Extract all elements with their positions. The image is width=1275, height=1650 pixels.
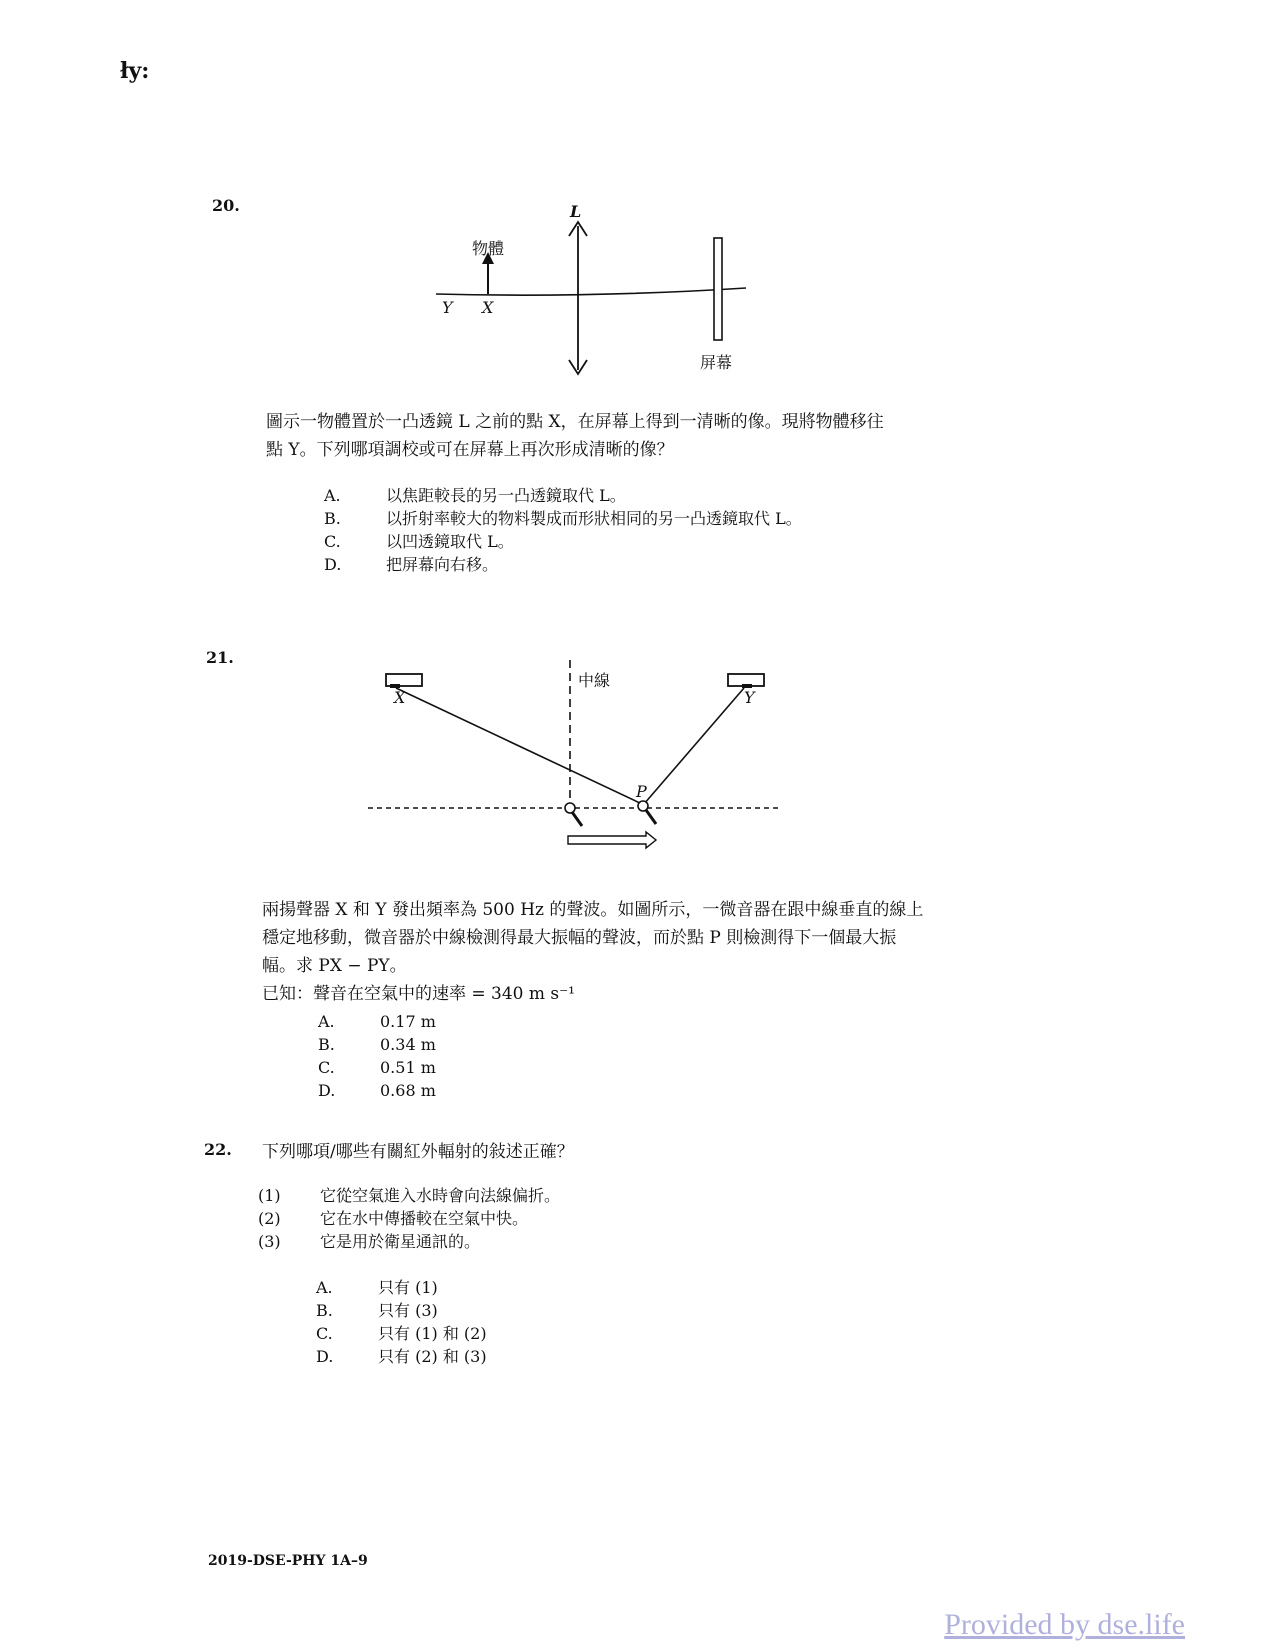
path-py: [644, 688, 744, 804]
microphone-at-p: [638, 801, 648, 811]
lens-label: L: [570, 202, 582, 221]
q21-interference-diagram: [360, 656, 790, 856]
q21-stem-line-1: 兩揚聲器 X 和 Y 發出頻率為 500 Hz 的聲波。如圖所示，一微音器在跟中線垂直的線上: [262, 900, 924, 920]
point-x-label: X: [482, 298, 494, 317]
option-b[interactable]: [316, 1299, 487, 1322]
option-text: 以折射率較大的物料製成而形狀相同的另一凸透鏡取代 L。: [386, 509, 802, 528]
question-21-options: [318, 1010, 436, 1102]
microphone-handle: [572, 812, 582, 826]
option-a[interactable]: [318, 1010, 436, 1033]
point-y-label: Y: [442, 298, 453, 317]
principal-axis: [436, 288, 746, 295]
option-c[interactable]: [324, 530, 802, 553]
option-label: A.: [318, 1012, 335, 1031]
option-a[interactable]: [316, 1276, 487, 1299]
option-text: 只有 (3): [378, 1301, 438, 1320]
option-label: A.: [324, 486, 341, 505]
option-label: B.: [324, 509, 341, 528]
q20-stem-line-1: 圖示一物體置於一凸透鏡 L 之前的點 X，在屏幕上得到一清晰的像。現將物體移往: [266, 412, 884, 432]
credit-link[interactable]: Provided by dse.life: [944, 1608, 1185, 1641]
option-label: D.: [324, 555, 342, 574]
point-p-label: P: [636, 782, 647, 801]
screen-label: 屏幕: [700, 353, 733, 372]
option-label: C.: [316, 1324, 333, 1343]
option-label: C.: [318, 1058, 335, 1077]
option-text: 0.68 m: [380, 1081, 436, 1100]
statement-text: 它是用於衛星通訊的。: [320, 1232, 481, 1251]
option-text: 以焦距較長的另一凸透鏡取代 L。: [386, 486, 626, 505]
question-21-number: 21.: [206, 648, 234, 667]
option-label: D.: [318, 1081, 336, 1100]
statement-text: 它從空氣進入水時會向法線偏折。: [320, 1186, 561, 1205]
statement-3: [258, 1230, 560, 1253]
q21-given: 已知：聲音在空氣中的速率 = 340 m s⁻¹: [262, 984, 575, 1004]
option-b[interactable]: [324, 507, 802, 530]
statement-text: 它在水中傳播較在空氣中快。: [320, 1209, 529, 1228]
motion-arrow: [568, 832, 656, 848]
option-c[interactable]: [316, 1322, 487, 1345]
option-label: B.: [318, 1035, 335, 1054]
path-px: [396, 688, 642, 804]
question-20-stem: [266, 408, 996, 464]
statement-2: [258, 1207, 560, 1230]
option-label: B.: [316, 1301, 333, 1320]
speaker-x-label: X: [394, 688, 406, 707]
option-text: 把屏幕向右移。: [386, 555, 499, 574]
centre-line-label: 中線: [578, 671, 611, 690]
microphone-at-centre: [565, 803, 575, 813]
option-label: D.: [316, 1347, 334, 1366]
option-text: 0.51 m: [380, 1058, 436, 1077]
option-d[interactable]: [318, 1079, 436, 1102]
option-d[interactable]: [316, 1345, 487, 1368]
q20-stem-line-2: 點 Y。下列哪項調校或可在屏幕上再次形成清晰的像？: [266, 440, 674, 460]
microphone-handle: [646, 810, 656, 824]
corner-mark: ły:: [120, 58, 150, 84]
option-label: C.: [324, 532, 341, 551]
option-text: 只有 (2) 和 (3): [378, 1347, 487, 1366]
option-text: 以凹透鏡取代 L。: [386, 532, 514, 551]
question-22-options: [316, 1276, 487, 1368]
question-20-number: 20.: [212, 196, 240, 215]
statement-1: [258, 1184, 560, 1207]
statement-label: (3): [258, 1232, 281, 1251]
question-20-options: [324, 484, 802, 576]
q21-stem-line-3: 幅。求 PX − PY。: [262, 956, 407, 976]
option-d[interactable]: [324, 553, 802, 576]
option-c[interactable]: [318, 1056, 436, 1079]
option-a[interactable]: [324, 484, 802, 507]
question-22-number: 22.: [204, 1140, 232, 1159]
question-22-stem: 下列哪項/哪些有關紅外輻射的敍述正確？: [262, 1142, 574, 1162]
option-text: 只有 (1): [378, 1278, 438, 1297]
question-22-statements: [258, 1184, 560, 1253]
question-21-stem: [262, 896, 982, 1008]
option-label: A.: [316, 1278, 333, 1297]
statement-label: (2): [258, 1209, 281, 1228]
speaker-y-label: Y: [744, 688, 755, 707]
screen: [714, 238, 722, 340]
option-b[interactable]: [318, 1033, 436, 1056]
option-text: 0.34 m: [380, 1035, 436, 1054]
q21-stem-line-2: 穩定地移動，微音器於中線檢測得最大振幅的聲波，而於點 P 則檢測得下一個最大振: [262, 928, 897, 948]
object-label: 物體: [472, 239, 505, 258]
paper-code-footer: 2019-DSE-PHY 1A–9: [208, 1553, 368, 1569]
option-text: 0.17 m: [380, 1012, 436, 1031]
option-text: 只有 (1) 和 (2): [378, 1324, 487, 1343]
statement-label: (1): [258, 1186, 281, 1205]
